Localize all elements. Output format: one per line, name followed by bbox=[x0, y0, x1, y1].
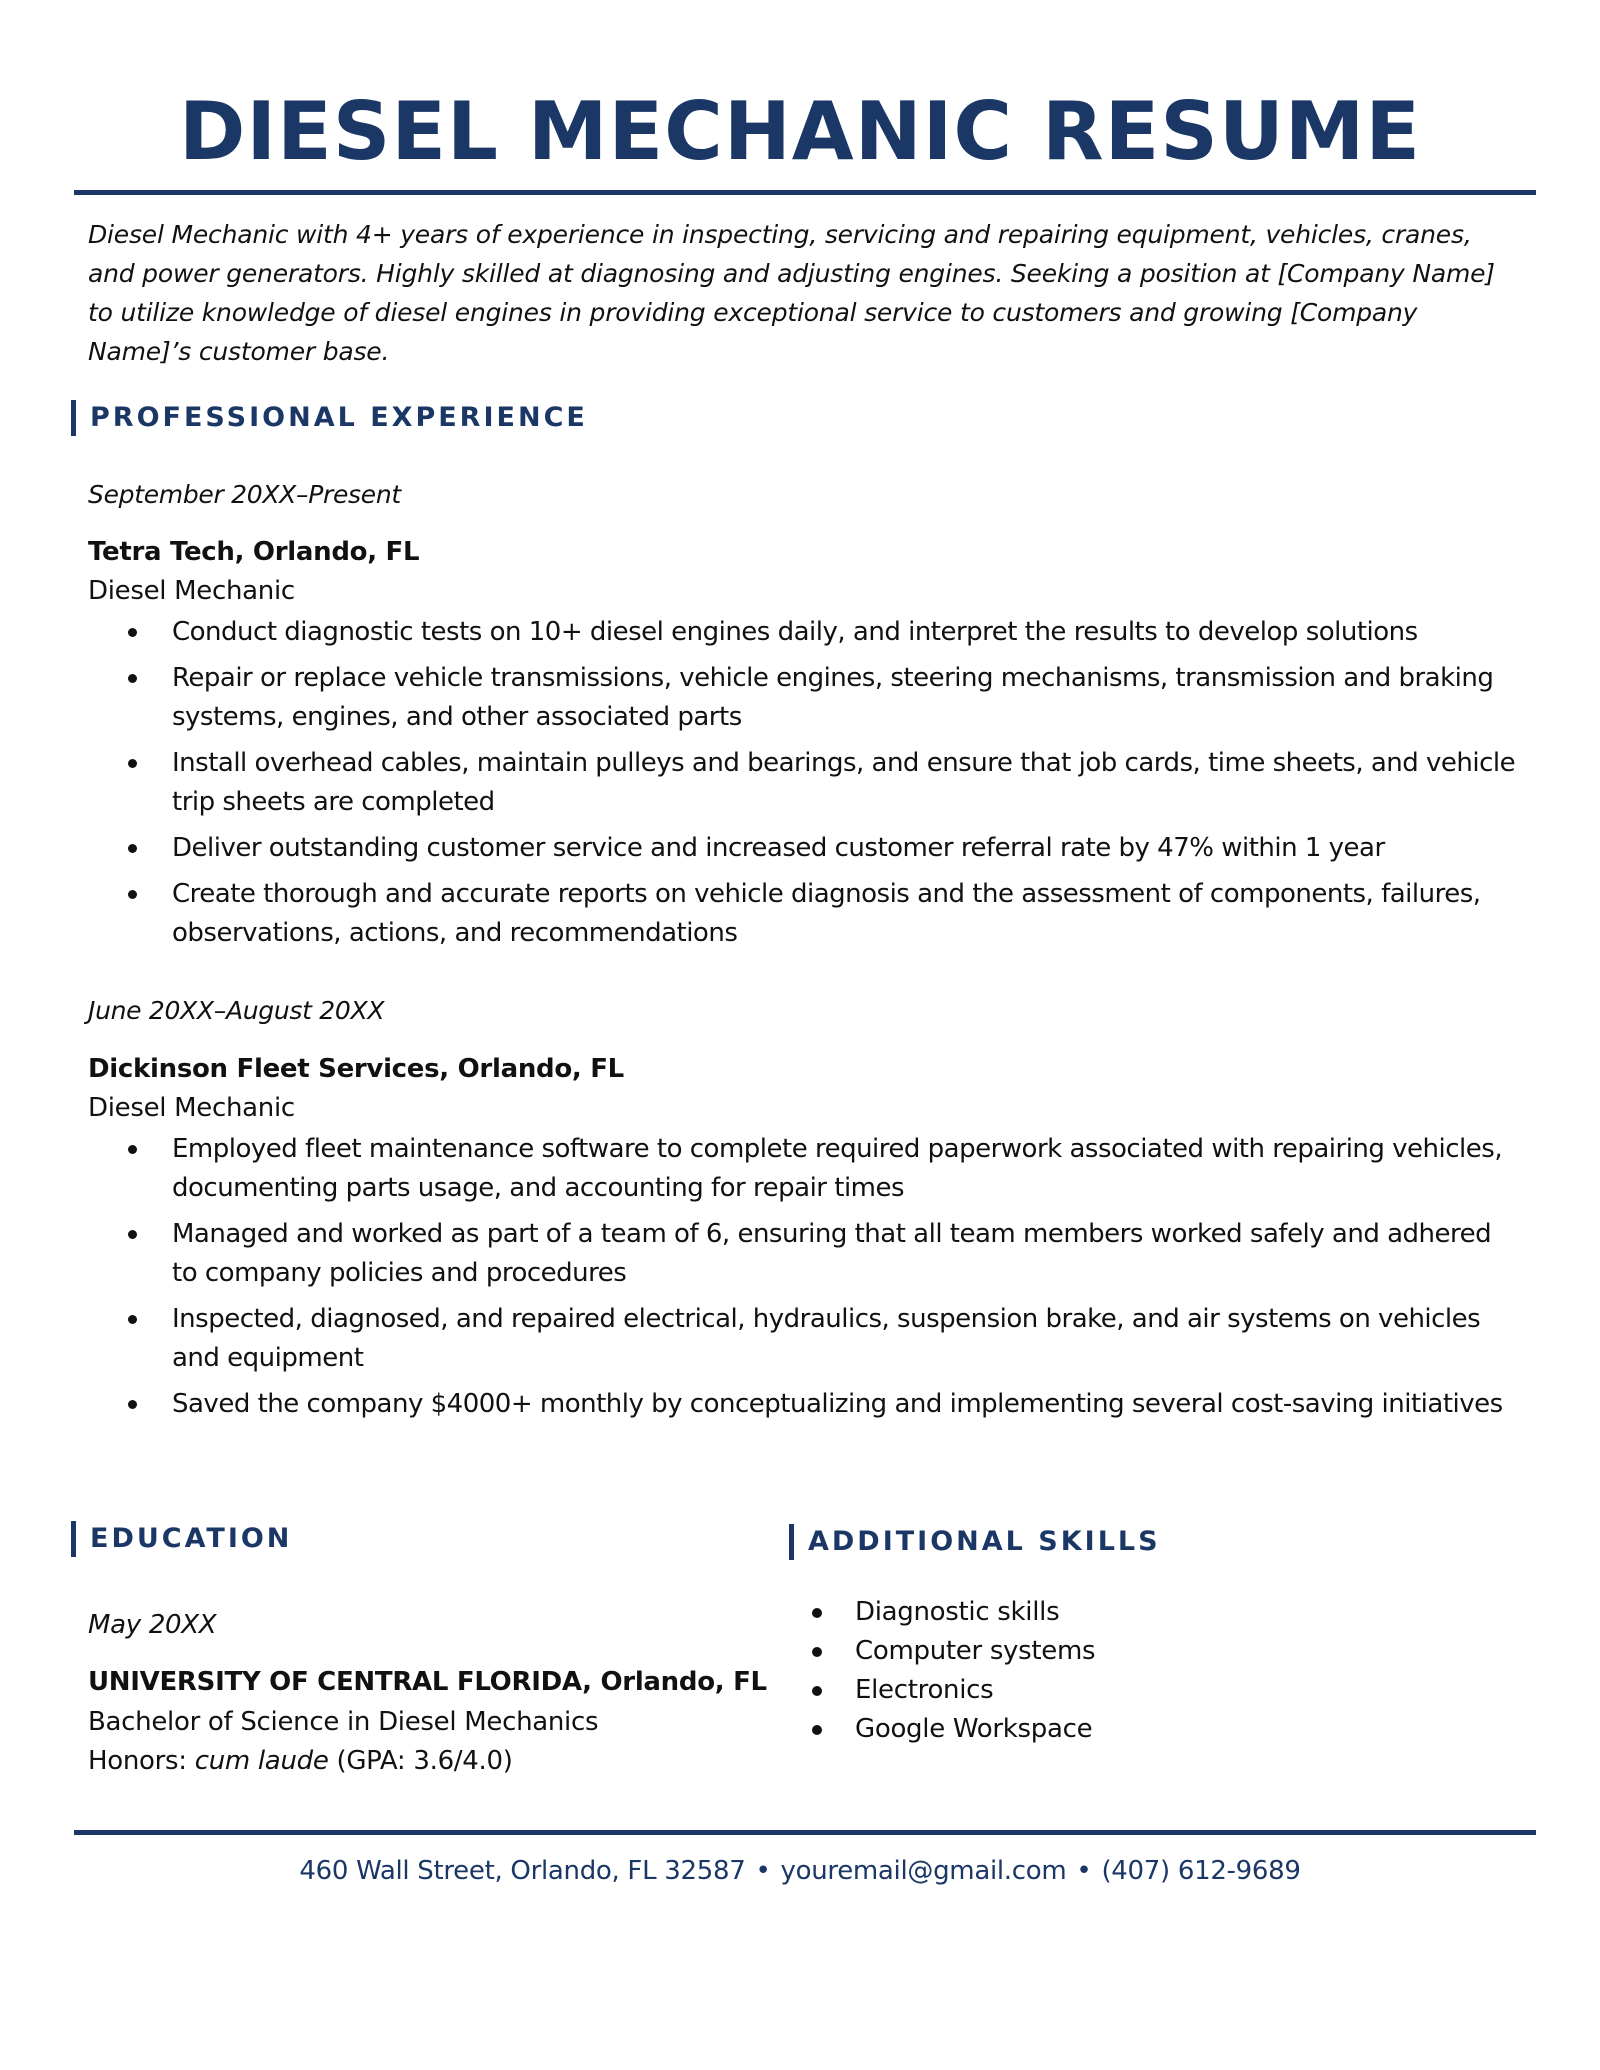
section-heading-education: EDUCATION bbox=[71, 1521, 292, 1557]
bullet-icon bbox=[128, 674, 137, 683]
education-honors bbox=[88, 1741, 513, 1781]
education-school: UNIVERSITY OF CENTRAL FLORIDA, Orlando, FL bbox=[88, 1667, 767, 1697]
job-title: Diesel Mechanic bbox=[88, 1093, 295, 1123]
job-date: June 20XX–August 20XX bbox=[88, 996, 385, 1025]
list-item bbox=[800, 1671, 1095, 1710]
job-company: Tetra Tech, Orlando, FL bbox=[88, 537, 420, 567]
bullet-text: Install overhead cables, maintain pulleys and bearings, and ensure that job cards, time sheets, and vehicle trip sheets are completed bbox=[172, 748, 1516, 817]
bullet-text: Deliver outstanding customer service and increased customer referral rate by 47% within 1 year bbox=[172, 833, 1385, 863]
list-item bbox=[88, 744, 1518, 822]
list-item bbox=[800, 1632, 1095, 1671]
education-degree: Bachelor of Science in Diesel Mechanics bbox=[88, 1707, 599, 1737]
job-company: Dickinson Fleet Services, Orlando, FL bbox=[88, 1054, 624, 1084]
contact-phone[interactable]: (407) 612-9689 bbox=[1101, 1856, 1301, 1886]
gpa-text: (GPA: 3.6/4.0) bbox=[328, 1746, 513, 1776]
bullet-text: Managed and worked as part of a team of 6, ensuring that all team members worked safely and adhered to company policies and procedures bbox=[172, 1219, 1492, 1288]
bullet-icon bbox=[128, 1230, 137, 1239]
skill-text: Electronics bbox=[855, 1675, 994, 1705]
list-item bbox=[88, 1215, 1518, 1293]
contact-line bbox=[0, 1851, 1600, 1891]
bullet-icon bbox=[128, 628, 137, 637]
contact-separator: • bbox=[1076, 1856, 1092, 1886]
education-date: May 20XX bbox=[88, 1610, 217, 1640]
bullet-text: Create thorough and accurate reports on vehicle diagnosis and the assessment of components, failures, observations, actions, and recommendations bbox=[172, 879, 1481, 948]
job-bullets bbox=[88, 1130, 1518, 1431]
job-title: Diesel Mechanic bbox=[88, 576, 295, 606]
list-item bbox=[88, 1385, 1518, 1424]
list-item bbox=[88, 875, 1518, 953]
contact-email[interactable]: youremail@gmail.com bbox=[780, 1856, 1067, 1886]
bullet-text: Conduct diagnostic tests on 10+ diesel engines daily, and interpret the results to develop solutions bbox=[172, 617, 1418, 647]
bullet-text: Saved the company $4000+ monthly by conceptualizing and implementing several cost-saving initiatives bbox=[172, 1389, 1503, 1419]
honors-label: Honors: bbox=[88, 1746, 195, 1776]
list-item bbox=[88, 659, 1518, 737]
bullet-text: Repair or replace vehicle transmissions, vehicle engines, steering mechanisms, transmission and braking systems, engines, and other associated parts bbox=[172, 663, 1494, 732]
skill-text: Diagnostic skills bbox=[855, 1597, 1060, 1627]
contact-address: 460 Wall Street, Orlando, FL 32587 bbox=[299, 1856, 746, 1886]
skills-list bbox=[800, 1593, 1095, 1749]
bullet-icon bbox=[812, 1647, 822, 1657]
section-heading-experience: PROFESSIONAL EXPERIENCE bbox=[71, 400, 588, 436]
list-item bbox=[88, 613, 1518, 652]
list-item bbox=[88, 1130, 1518, 1208]
bullet-icon bbox=[812, 1725, 822, 1735]
resume-title: DIESEL MECHANIC RESUME bbox=[178, 85, 1422, 178]
bullet-icon bbox=[128, 1400, 137, 1409]
bullet-text: Inspected, diagnosed, and repaired electrical, hydraulics, suspension brake, and air systems on vehicles and equipment bbox=[172, 1304, 1481, 1373]
honors-value: cum laude bbox=[194, 1746, 329, 1776]
header-divider bbox=[74, 190, 1536, 195]
bullet-text: Employed fleet maintenance software to complete required paperwork associated with repairing vehicles, documenting parts usage, and accounting for repair times bbox=[172, 1134, 1503, 1203]
bullet-icon bbox=[128, 844, 137, 853]
bullet-icon bbox=[812, 1686, 822, 1696]
job-date: September 20XX–Present bbox=[88, 480, 401, 509]
contact-separator: • bbox=[755, 1856, 771, 1886]
list-item bbox=[800, 1710, 1095, 1749]
bullet-icon bbox=[128, 759, 137, 768]
summary-paragraph: Diesel Mechanic with 4+ years of experience in inspecting, servicing and repairing equipment, vehicles, cranes, and power generators. Highly skilled at diagnosing and adjusting engines. Seeking a position at [Company Name] to utilize knowledge of diesel engines in providing exceptional service to customers and growing [Company Name]’s customer base. bbox=[88, 220, 1495, 366]
bullet-icon bbox=[128, 1315, 137, 1324]
list-item bbox=[800, 1593, 1095, 1632]
bullet-icon bbox=[812, 1608, 822, 1618]
list-item bbox=[88, 1300, 1518, 1378]
bullet-icon bbox=[128, 890, 137, 899]
skill-text: Computer systems bbox=[855, 1636, 1096, 1666]
skill-text: Google Workspace bbox=[855, 1714, 1093, 1744]
bullet-icon bbox=[128, 1145, 137, 1154]
footer-divider bbox=[74, 1830, 1536, 1835]
section-heading-skills: ADDITIONAL SKILLS bbox=[789, 1524, 1161, 1560]
list-item bbox=[88, 829, 1518, 868]
job-bullets bbox=[88, 613, 1518, 960]
